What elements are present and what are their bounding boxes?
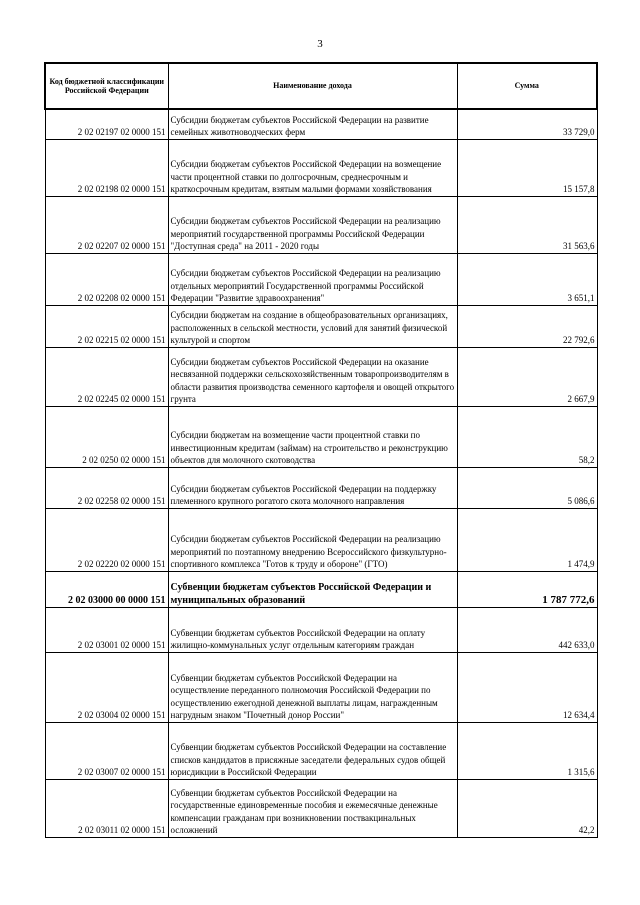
page-number: 3 [317, 38, 323, 50]
table-row [45, 347, 597, 406]
row-code: 2 02 03007 02 0000 151 [45, 722, 168, 779]
row-code: 2 02 02220 02 0000 151 [45, 508, 168, 571]
row-sum: 33 729,0 [457, 109, 597, 139]
row-sum: 5 086,6 [457, 467, 597, 508]
row-sum: 31 563,6 [457, 196, 597, 253]
table-row [45, 652, 597, 722]
table-row [45, 467, 597, 508]
table-row [45, 406, 597, 467]
row-code: 2 02 02215 02 0000 151 [45, 305, 168, 347]
table-row [45, 139, 597, 196]
row-code: 2 02 02198 02 0000 151 [45, 139, 168, 196]
row-name: Субсидии бюджетам субъектов Российской Федерации на реализацию отдельных мероприятий Государственной программы Российской Федерации "Развитие здравоохранения" [168, 253, 457, 305]
row-code: 2 02 03001 02 0000 151 [45, 607, 168, 652]
row-name: Субвенции бюджетам субъектов Российской Федерации на государственные единовременные пособия и ежемесячные денежные компенсации гражданам при возникновении поствакцинальных осложнений [168, 779, 457, 837]
table-row [45, 607, 597, 652]
row-name: Субсидии бюджетам субъектов Российской Федерации на развитие семейных животноводческих ферм [168, 109, 457, 139]
row-name: Субсидии бюджетам субъектов Российской Федерации на возмещение части процентной ставки по долгосрочным, среднесрочным и краткосрочным кредитам, взятым малыми формами хозяйствования [168, 139, 457, 196]
row-name: Субсидии бюджетам субъектов Российской Федерации на поддержку племенного крупного рогатого скота молочного направления [168, 467, 457, 508]
table-row [45, 196, 597, 253]
row-name: Субсидии бюджетам субъектов Российской Федерации на реализацию мероприятий по поэтапному внедрению Всероссийского физкультурно-спортивного комплекса "Готов к труду и обороне" (ГТО) [168, 508, 457, 571]
header-code: Код бюджетной классификации Российской Федерации [45, 63, 168, 109]
table-row [45, 779, 597, 837]
row-name: Субсидии бюджетам субъектов Российской Федерации на реализацию мероприятий государственной программы Российской Федерации "Доступная среда" на 2011 - 2020 годы [168, 196, 457, 253]
row-code: 2 02 03000 00 0000 151 [45, 571, 168, 607]
row-name: Субсидии бюджетам на возмещение части процентной ставки по инвестиционным кредитам (займам) на строительство и реконструкцию объектов для молочного скотоводства [168, 406, 457, 467]
table-row [45, 305, 597, 347]
row-sum: 22 792,6 [457, 305, 597, 347]
table-row [45, 508, 597, 571]
row-code: 2 02 02207 02 0000 151 [45, 196, 168, 253]
row-sum: 1 787 772,6 [457, 571, 597, 607]
row-code: 2 02 0250 02 0000 151 [45, 406, 168, 467]
row-code: 2 02 02197 02 0000 151 [45, 109, 168, 139]
row-sum: 3 651,1 [457, 253, 597, 305]
row-code: 2 02 02258 02 0000 151 [45, 467, 168, 508]
row-sum: 12 634,4 [457, 652, 597, 722]
row-sum: 42,2 [457, 779, 597, 837]
row-code: 2 02 03004 02 0000 151 [45, 652, 168, 722]
row-name: Субвенции бюджетам субъектов Российской Федерации на оплату жилищно-коммунальных услуг отдельным категориям граждан [168, 607, 457, 652]
table-header [45, 63, 597, 109]
row-sum: 442 633,0 [457, 607, 597, 652]
row-name: Субсидии бюджетам на создание в общеобразовательных организациях, расположенных в сельской местности, условий для занятий физической культурой и спортом [168, 305, 457, 347]
row-name: Субвенции бюджетам субъектов Российской Федерации и муниципальных образований [168, 571, 457, 607]
table-row [45, 253, 597, 305]
row-name: Субвенции бюджетам субъектов Российской Федерации на составление списков кандидатов в присяжные заседатели федеральных судов общей юрисдикции в Российской Федерации [168, 722, 457, 779]
header-sum: Сумма [457, 63, 597, 109]
row-sum: 2 667,9 [457, 347, 597, 406]
row-sum: 1 315,6 [457, 722, 597, 779]
row-sum: 15 157,8 [457, 139, 597, 196]
header-name: Наименование дохода [168, 63, 457, 109]
budget-revenue-table [44, 62, 598, 838]
row-sum: 1 474,9 [457, 508, 597, 571]
row-name: Субвенции бюджетам субъектов Российской Федерации на осуществление переданного полномочия Российской Федерации по осуществлению ежегодной денежной выплаты лицам, награжденным нагрудным знаком "Почетный донор России" [168, 652, 457, 722]
row-code: 2 02 03011 02 0000 151 [45, 779, 168, 837]
row-name: Субсидии бюджетам субъектов Российской Федерации на оказание несвязанной поддержки сельскохозяйственным товаропроизводителям в области развития производства семенного картофеля и овощей открытого грунта [168, 347, 457, 406]
table-row [45, 109, 597, 139]
row-code: 2 02 02245 02 0000 151 [45, 347, 168, 406]
table-row-total [45, 571, 597, 607]
table-body [45, 109, 597, 837]
row-sum: 58,2 [457, 406, 597, 467]
row-code: 2 02 02208 02 0000 151 [45, 253, 168, 305]
table-row [45, 722, 597, 779]
